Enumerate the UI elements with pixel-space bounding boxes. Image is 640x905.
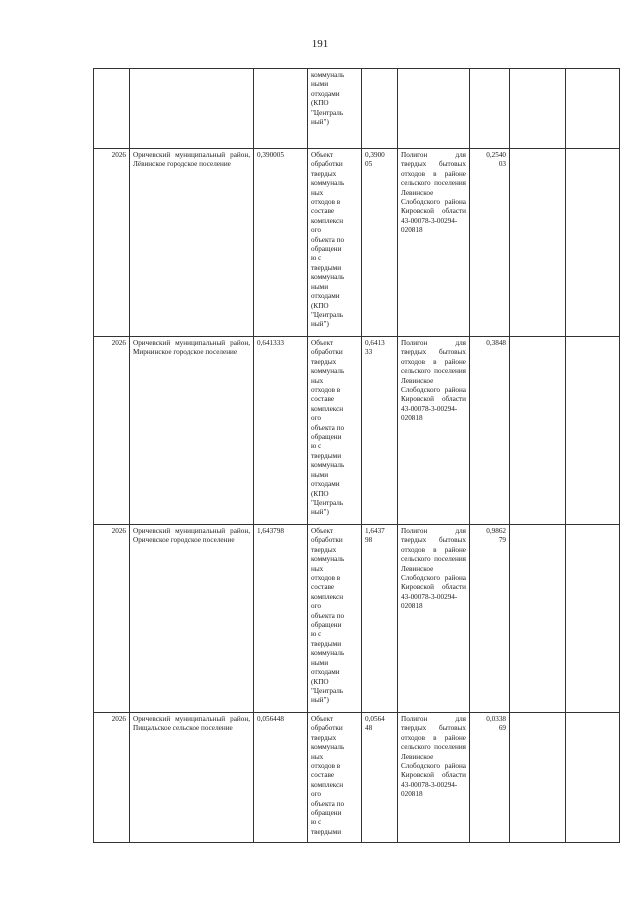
cell-year: 2026 [94, 525, 130, 713]
cell-mass [254, 69, 308, 149]
cell-object: коммуналь ными отходами (КПО "Централь ный") [308, 69, 362, 149]
table-row [94, 713, 620, 843]
cell-object: Объект обработки твердых коммуналь ных отходов в составе комплексн ого объекта по обращени ю с твердыми коммуналь ными отходами (КПО "Централь ный") [308, 525, 362, 713]
carry-over-row [94, 69, 620, 149]
cell-empty-b [566, 69, 620, 149]
cell-empty-a [510, 525, 566, 713]
cell-settlement: Оричевский муниципальный район, Оричевское городское поселение [130, 525, 254, 713]
cell-settlement: Оричевский муниципальный район, Пищальское сельское поселение [130, 713, 254, 843]
table-row [94, 149, 620, 337]
cell-empty-a [510, 149, 566, 337]
cell-year: 2026 [94, 713, 130, 843]
cell-empty-b [566, 337, 620, 525]
cell-landfill [398, 69, 470, 149]
cell-year [94, 69, 130, 149]
cell-mass2: 0,0564 48 [362, 713, 398, 843]
cell-mass: 0,056448 [254, 713, 308, 843]
cell-settlement: Оричевский муниципальный район, Лёвинское городское поселение [130, 149, 254, 337]
cell-landfill: Полигон для твердых бытовых отходов в районе сельского поселения Левинское Слободского района Кировской области 43-00078-3-00294-020818 [398, 337, 470, 525]
cell-empty-b [566, 525, 620, 713]
cell-settlement: Оричевский муниципальный район, Мирнинское городское поселение [130, 337, 254, 525]
cell-mass2: 1,6437 98 [362, 525, 398, 713]
cell-landfill: Полигон для твердых бытовых отходов в районе сельского поселения Левинское Слободского района Кировской области 43-00078-3-00294-020818 [398, 713, 470, 843]
cell-mass3: 0,2540 03 [470, 149, 510, 337]
cell-object: Объект обработки твердых коммуналь ных отходов в составе комплексн ого объекта по обращени ю с твердыми коммуналь ными отходами (КПО "Централь ный") [308, 337, 362, 525]
table-row [94, 525, 620, 713]
cell-empty-b [566, 713, 620, 843]
cell-mass: 0,390005 [254, 149, 308, 337]
cell-empty-a [510, 337, 566, 525]
cell-mass: 1,643798 [254, 525, 308, 713]
cell-settlement [130, 69, 254, 149]
cell-landfill: Полигон для твердых бытовых отходов в районе сельского поселения Левинское Слободского района Кировской области 43-00078-3-00294-020818 [398, 525, 470, 713]
cell-landfill: Полигон для твердых бытовых отходов в районе сельского поселения Левинское Слободского района Кировской области 43-00078-3-00294-020818 [398, 149, 470, 337]
cell-object: Объект обработки твердых коммуналь ных отходов в составе комплексн ого объекта по обращени ю с твердыми [308, 713, 362, 843]
cell-mass3: 0,3848 [470, 337, 510, 525]
cell-year: 2026 [94, 337, 130, 525]
cell-empty-b [566, 149, 620, 337]
cell-empty-a [510, 713, 566, 843]
cell-mass2: 0,6413 33 [362, 337, 398, 525]
waste-flow-table [93, 68, 620, 843]
cell-mass3: 0,0338 69 [470, 713, 510, 843]
cell-empty-a [510, 69, 566, 149]
table-row [94, 337, 620, 525]
cell-object: Объект обработки твердых коммуналь ных отходов в составе комплексн ого объекта по обращени ю с твердыми коммуналь ными отходами (КПО "Централь ный") [308, 149, 362, 337]
page-number: 191 [311, 38, 329, 50]
cell-mass2: 0,3900 05 [362, 149, 398, 337]
cell-mass2 [362, 69, 398, 149]
cell-year: 2026 [94, 149, 130, 337]
cell-mass3: 0,9862 79 [470, 525, 510, 713]
cell-mass: 0,641333 [254, 337, 308, 525]
cell-mass3 [470, 69, 510, 149]
